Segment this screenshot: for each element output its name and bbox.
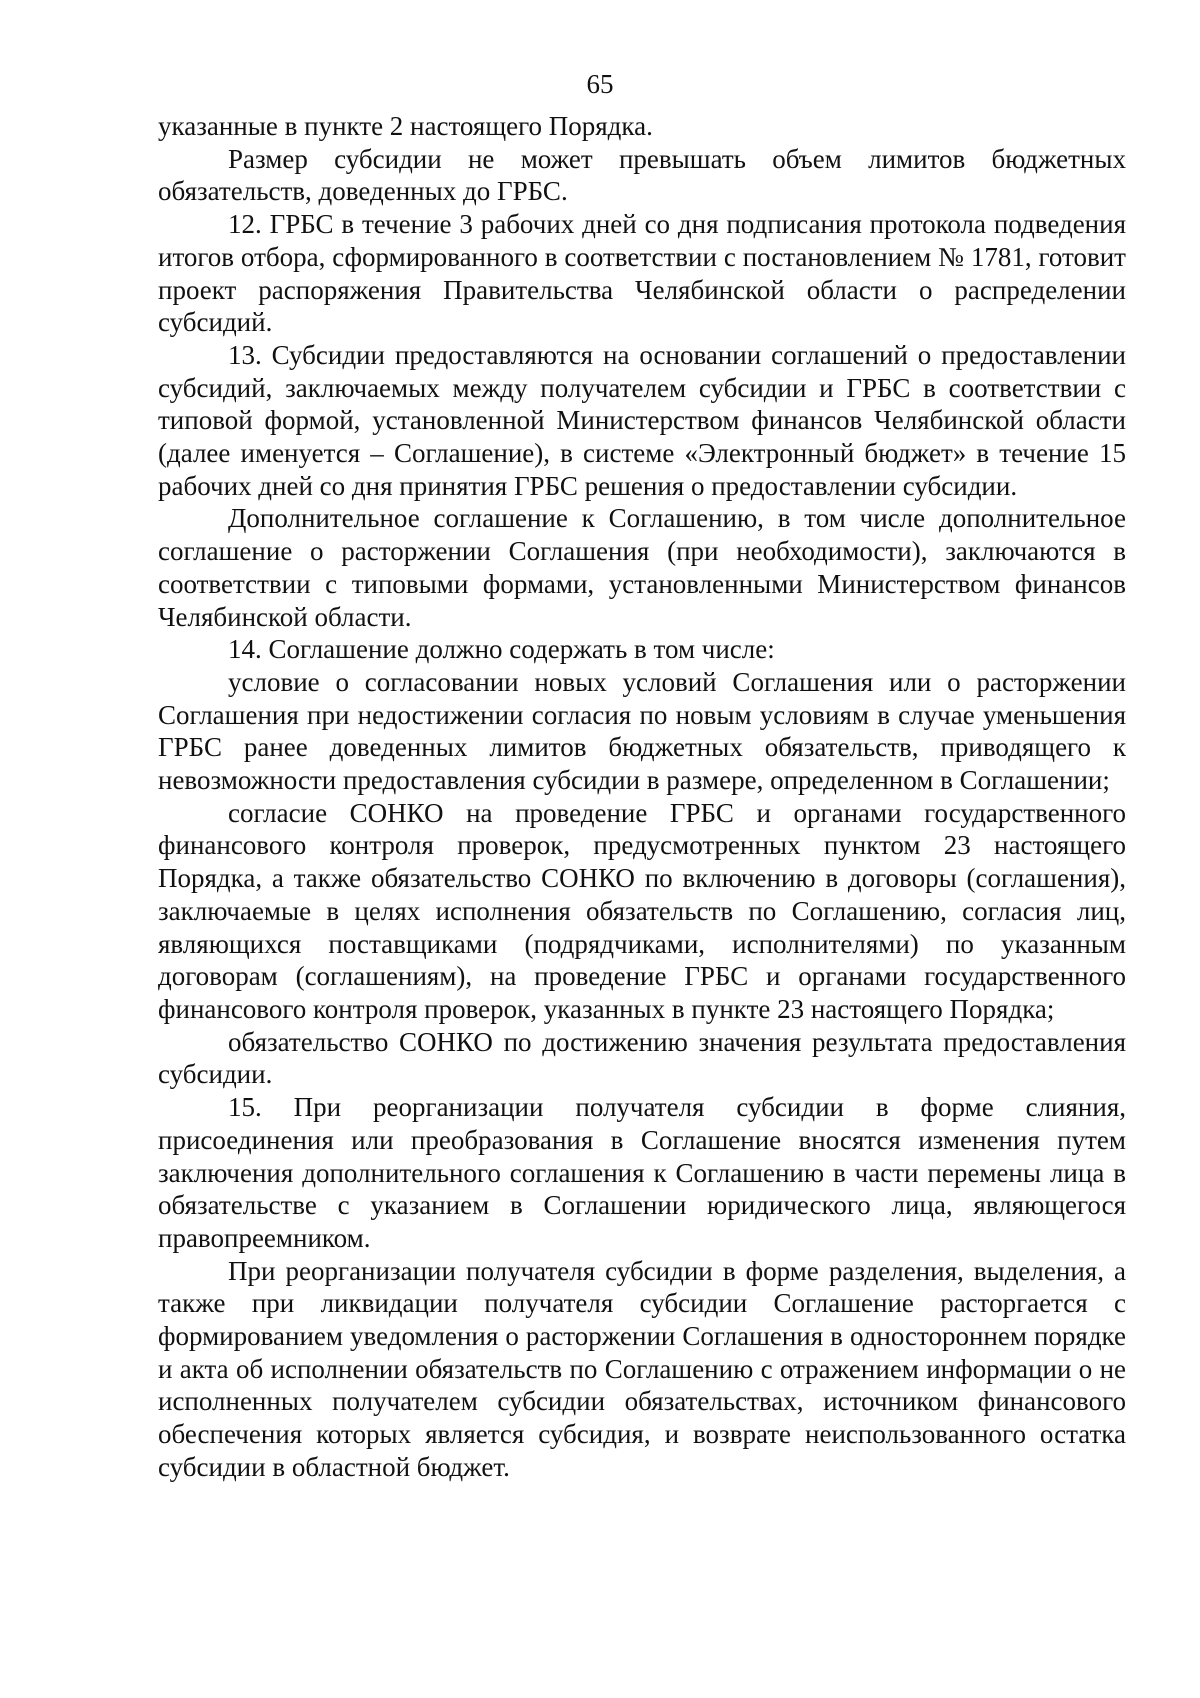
paragraph-item-12: 12. ГРБС в течение 3 рабочих дней со дня подписания протокола подведения итогов отбора, сформированного в соответствии с постановлением № 1781, готовит проект распоряжения Правительства Челябинской области о распределении субсидий. xyxy=(158,209,1126,338)
paragraph-obligation-sonko: обязательство СОНКО по достижению значения результата предоставления субсидии. xyxy=(158,1026,1126,1090)
paragraph-continuation: указанные в пункте 2 настоящего Порядка. xyxy=(158,111,653,141)
paragraph-subsidy-size: Размер субсидии не может превышать объем лимитов бюджетных обязательств, доведенных до ГРБС. xyxy=(158,143,1126,207)
page-number: 65 xyxy=(586,69,614,99)
paragraph-item-15: 15. При реорганизации получателя субсидии в форме слияния, присоединения или преобразования в Соглашение вносятся изменения путем заключения дополнительного соглашения к Соглашению в части перемены лица в обязательстве с указанием в Соглашении юридического лица, являющегося правопреемником. xyxy=(158,1092,1126,1253)
document-body xyxy=(158,110,1126,1484)
paragraph-item-13: 13. Субсидии предоставляются на основании соглашений о предоставлении субсидий, заключаемых между получателем субсидии и ГРБС в соответствии с типовой формой, установленной Министерством финансов Челябинской области (далее именуется – Соглашение), в системе «Электронный бюджет» в течение 15 рабочих дней со дня принятия ГРБС решения о предоставлении субсидии. xyxy=(158,339,1126,501)
paragraph-additional-agreement: Дополнительное соглашение к Соглашению, в том числе дополнительное соглашение о расторжении Соглашения (при необходимости), заключаются в соответствии с типовыми формами, установленными Министерством финансов Челябинской области. xyxy=(158,503,1126,632)
paragraph-condition-agreement: условие о согласовании новых условий Соглашения или о расторжении Соглашения при недостижении согласия по новым условиям в случае уменьшения ГРБС ранее доведенных лимитов бюджетных обязательств, приводящего к невозможности предоставления субсидии в размере, определенном в Соглашении; xyxy=(158,666,1126,796)
paragraph-reorganization: При реорганизации получателя субсидии в форме разделения, выделения, а также при ликвидации получателя субсидии Соглашение расторгается с формированием уведомления о расторжении Соглашения в одностороннем порядке и акта об исполнении обязательств по Соглашению с отражением информации о не исполненных получателем субсидии обязательствах, источником финансового обеспечения которых является субсидия, и возврате неиспользованного остатка субсидии в областной бюджет. xyxy=(158,1255,1126,1482)
paragraph-consent-sonko: согласие СОНКО на проведение ГРБС и органами государственного финансового контроля проверок, предусмотренных пунктом 23 настоящего Порядка, а также обязательство СОНКО по включению в договоры (соглашения), заключаемые в целях исполнения обязательств по Соглашению, согласия лиц, являющихся поставщиками (подрядчиками, исполнителями) по указанным договорам (соглашениям), на проведение ГРБС и органами государственного финансового контроля проверок, указанных в пункте 23 настоящего Порядка; xyxy=(158,797,1126,1024)
paragraph-item-14: 14. Соглашение должно содержать в том числе: xyxy=(228,634,775,665)
